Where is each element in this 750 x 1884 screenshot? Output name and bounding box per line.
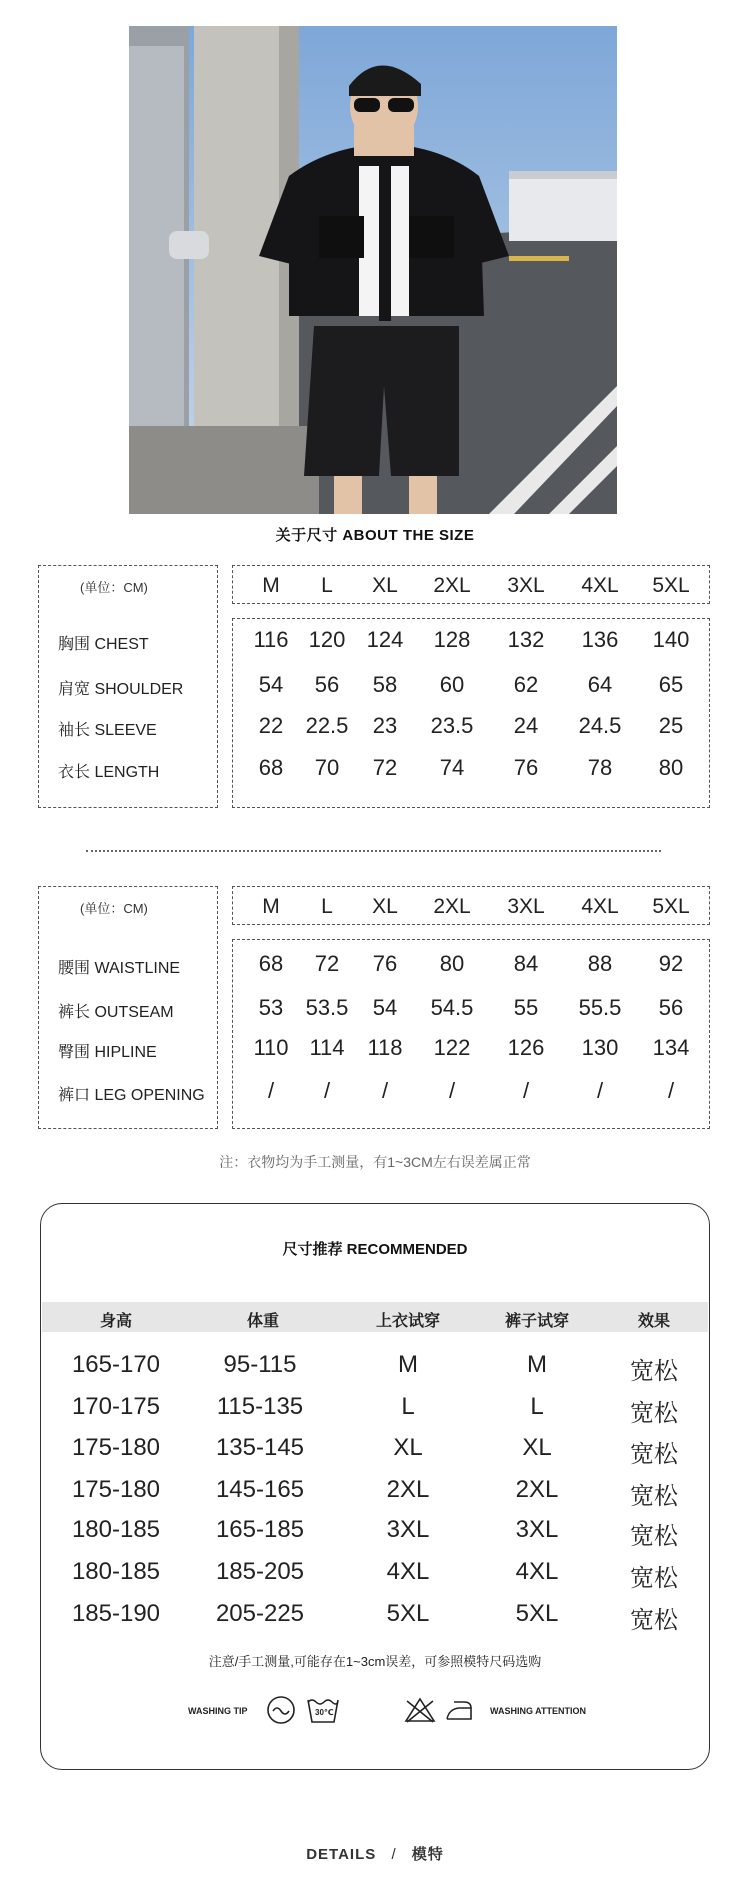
size-value-cell: 114 — [309, 1035, 345, 1060]
recommended-cell: 5XL — [386, 1600, 430, 1627]
size-value-cell: / — [448, 1078, 456, 1103]
size-value-cell: 80 — [658, 755, 684, 780]
size-value-cell: 24.5 — [578, 713, 622, 738]
wash-temp-label: 30℃ — [315, 1708, 334, 1717]
recommended-cell: 宽松 — [630, 1483, 678, 1510]
size-header-2xl: 2XL — [433, 574, 471, 597]
size-value-cell: / — [267, 1078, 275, 1103]
recommended-cell: 宽松 — [630, 1358, 678, 1385]
size-value-cell: 55 — [513, 995, 539, 1020]
row-label: 胸围 CHEST — [58, 636, 149, 653]
recommended-cell: 3XL — [386, 1516, 430, 1543]
recommended-header-cell: 身高 — [99, 1313, 132, 1330]
recommended-cell: XL — [393, 1434, 423, 1461]
size-value-cell: 124 — [366, 627, 404, 652]
recommended-header-cell: 上衣试穿 — [375, 1313, 440, 1330]
size-value-cell: 23 — [372, 713, 398, 738]
size-value-cell: 80 — [439, 951, 465, 976]
size-value-cell: 118 — [367, 1035, 403, 1060]
no-tumble-dry-icon — [266, 1695, 296, 1725]
size-value-cell: / — [323, 1078, 331, 1103]
size-value-cell: 72 — [372, 755, 398, 780]
recommended-cell: 180-185 — [71, 1558, 161, 1585]
size-value-cell: 23.5 — [430, 713, 474, 738]
size-header-5xl: 5XL — [652, 574, 690, 597]
recommended-cell: 135-145 — [215, 1434, 305, 1461]
recommended-header-cell: 效果 — [637, 1313, 670, 1330]
size-value-cell: 76 — [372, 951, 398, 976]
recommended-cell: 115-135 — [216, 1393, 304, 1420]
recommended-cell: 170-175 — [71, 1393, 161, 1420]
measure-note: 注：衣物均为手工测量，有1~3CM左右误差属正常 — [219, 1154, 531, 1170]
recommended-cell: 2XL — [386, 1476, 430, 1503]
recommended-header-cell: 裤子试穿 — [504, 1313, 569, 1330]
recommended-cell: 2XL — [515, 1476, 559, 1503]
hand-wash-30-icon — [306, 1696, 340, 1724]
recommended-cell: 5XL — [515, 1600, 559, 1627]
size-header-m: M — [262, 895, 280, 918]
recommended-cell: 宽松 — [630, 1400, 678, 1427]
recommended-cell: 165-185 — [215, 1516, 305, 1543]
details-separator: / — [391, 1846, 397, 1863]
row-label: 臀围 HIPLINE — [58, 1044, 157, 1061]
size-value-cell: 65 — [658, 672, 684, 697]
size-value-cell: 74 — [439, 755, 465, 780]
row-label: 袖长 SLEEVE — [58, 722, 157, 739]
size-value-cell: 54 — [372, 995, 398, 1020]
size-value-cell: 140 — [652, 627, 690, 652]
recommended-cell: 145-165 — [215, 1476, 305, 1503]
top-unit-label: (单位：CM) — [80, 580, 148, 595]
size-header-4xl: 4XL — [581, 574, 619, 597]
recommended-header-cell: 体重 — [246, 1313, 279, 1330]
size-value-cell: 24 — [513, 713, 539, 738]
size-value-cell: 22.5 — [305, 713, 349, 738]
model-photo — [129, 26, 617, 514]
size-value-cell: 56 — [314, 672, 340, 697]
size-value-cell: 122 — [433, 1035, 471, 1060]
recommended-cell: L — [401, 1393, 415, 1420]
size-value-cell: 54 — [258, 672, 284, 697]
details-left-text: DETAILS — [306, 1846, 377, 1863]
size-value-cell: 126 — [507, 1035, 545, 1060]
recommended-cell: 4XL — [386, 1558, 430, 1585]
washing-attention-label: WASHING ATTENTION — [490, 1706, 586, 1716]
size-value-cell: 84 — [513, 951, 539, 976]
size-header-m: M — [262, 574, 280, 597]
details-heading — [0, 1843, 750, 1864]
size-value-cell: 76 — [513, 755, 539, 780]
recommended-cell: 175-180 — [71, 1476, 161, 1503]
recommended-cell: 185-205 — [215, 1558, 305, 1585]
size-header-2xl: 2XL — [433, 895, 471, 918]
recommended-title: 尺寸推荐 RECOMMENDED — [282, 1241, 468, 1258]
size-value-cell: 72 — [314, 951, 340, 976]
size-header-4xl: 4XL — [581, 895, 619, 918]
no-bleach-icon — [404, 1696, 436, 1724]
size-value-cell: 55.5 — [578, 995, 622, 1020]
recommended-cell: 180-185 — [71, 1516, 161, 1543]
recommended-cell: 95-115 — [223, 1351, 297, 1378]
row-label: 腰围 WAISTLINE — [58, 960, 181, 977]
recommended-cell: M — [527, 1351, 547, 1378]
size-value-cell: 132 — [507, 627, 545, 652]
size-value-cell: 120 — [308, 627, 346, 652]
recommended-cell: 宽松 — [630, 1523, 678, 1550]
recommended-cell: 165-170 — [71, 1351, 161, 1378]
recommended-note: 注意/手工测量,可能存在1~3cm误差，可参照模特尺码选购 — [208, 1654, 542, 1669]
size-value-cell: 130 — [581, 1035, 619, 1060]
size-value-cell: 110 — [253, 1035, 289, 1060]
size-value-cell: / — [596, 1078, 604, 1103]
size-value-cell: 136 — [581, 627, 619, 652]
recommended-cell: 175-180 — [71, 1434, 161, 1461]
size-value-cell: 88 — [587, 951, 613, 976]
size-value-cell: / — [522, 1078, 530, 1103]
size-value-cell: 58 — [372, 672, 398, 697]
recommended-cell: 185-190 — [71, 1600, 161, 1627]
recommended-cell: 宽松 — [630, 1607, 678, 1634]
size-value-cell: 22 — [258, 713, 284, 738]
size-value-cell: 53.5 — [305, 995, 349, 1020]
size-value-cell: 134 — [652, 1035, 690, 1060]
size-value-cell: 116 — [253, 627, 289, 652]
bottom-unit-label: (单位：CM) — [80, 901, 148, 916]
washing-tip-label: WASHING TIP — [188, 1706, 248, 1716]
recommended-cell: L — [530, 1393, 544, 1420]
recommended-cell: 205-225 — [215, 1600, 305, 1627]
row-label: 裤长 OUTSEAM — [58, 1004, 174, 1021]
size-value-cell: 53 — [258, 995, 284, 1020]
size-value-cell: / — [381, 1078, 389, 1103]
size-value-cell: 25 — [658, 713, 684, 738]
size-header-l: L — [321, 574, 333, 597]
size-value-cell: 54.5 — [430, 995, 474, 1020]
recommended-cell: 4XL — [515, 1558, 559, 1585]
size-value-cell: 62 — [513, 672, 539, 697]
recommended-cell: 宽松 — [630, 1441, 678, 1468]
size-value-cell: 70 — [314, 755, 340, 780]
row-label: 裤口 LEG OPENING — [58, 1087, 205, 1104]
size-header-xl: XL — [372, 574, 398, 597]
size-header-3xl: 3XL — [507, 895, 545, 918]
size-header-l: L — [321, 895, 333, 918]
size-value-cell: 128 — [433, 627, 471, 652]
size-header-3xl: 3XL — [507, 574, 545, 597]
size-value-cell: 68 — [258, 755, 284, 780]
recommended-cell: 宽松 — [630, 1565, 678, 1592]
row-label: 衣长 LENGTH — [58, 764, 160, 781]
size-value-cell: 60 — [439, 672, 465, 697]
size-header-xl: XL — [372, 895, 398, 918]
size-value-cell: 56 — [658, 995, 684, 1020]
size-section-title: 关于尺寸 ABOUT THE SIZE — [275, 527, 475, 544]
size-value-cell: / — [667, 1078, 675, 1103]
recommended-cell: 3XL — [515, 1516, 559, 1543]
section-divider — [86, 850, 661, 852]
details-right-text: 模特 — [411, 1846, 444, 1863]
size-value-cell: 64 — [587, 672, 613, 697]
row-label: 肩宽 SHOULDER — [58, 681, 184, 698]
recommended-cell: XL — [522, 1434, 552, 1461]
size-value-cell: 78 — [587, 755, 613, 780]
size-value-cell: 68 — [258, 951, 284, 976]
size-value-cell: 92 — [658, 951, 684, 976]
iron-icon — [444, 1698, 474, 1722]
recommended-cell: M — [398, 1351, 418, 1378]
size-header-5xl: 5XL — [652, 895, 690, 918]
